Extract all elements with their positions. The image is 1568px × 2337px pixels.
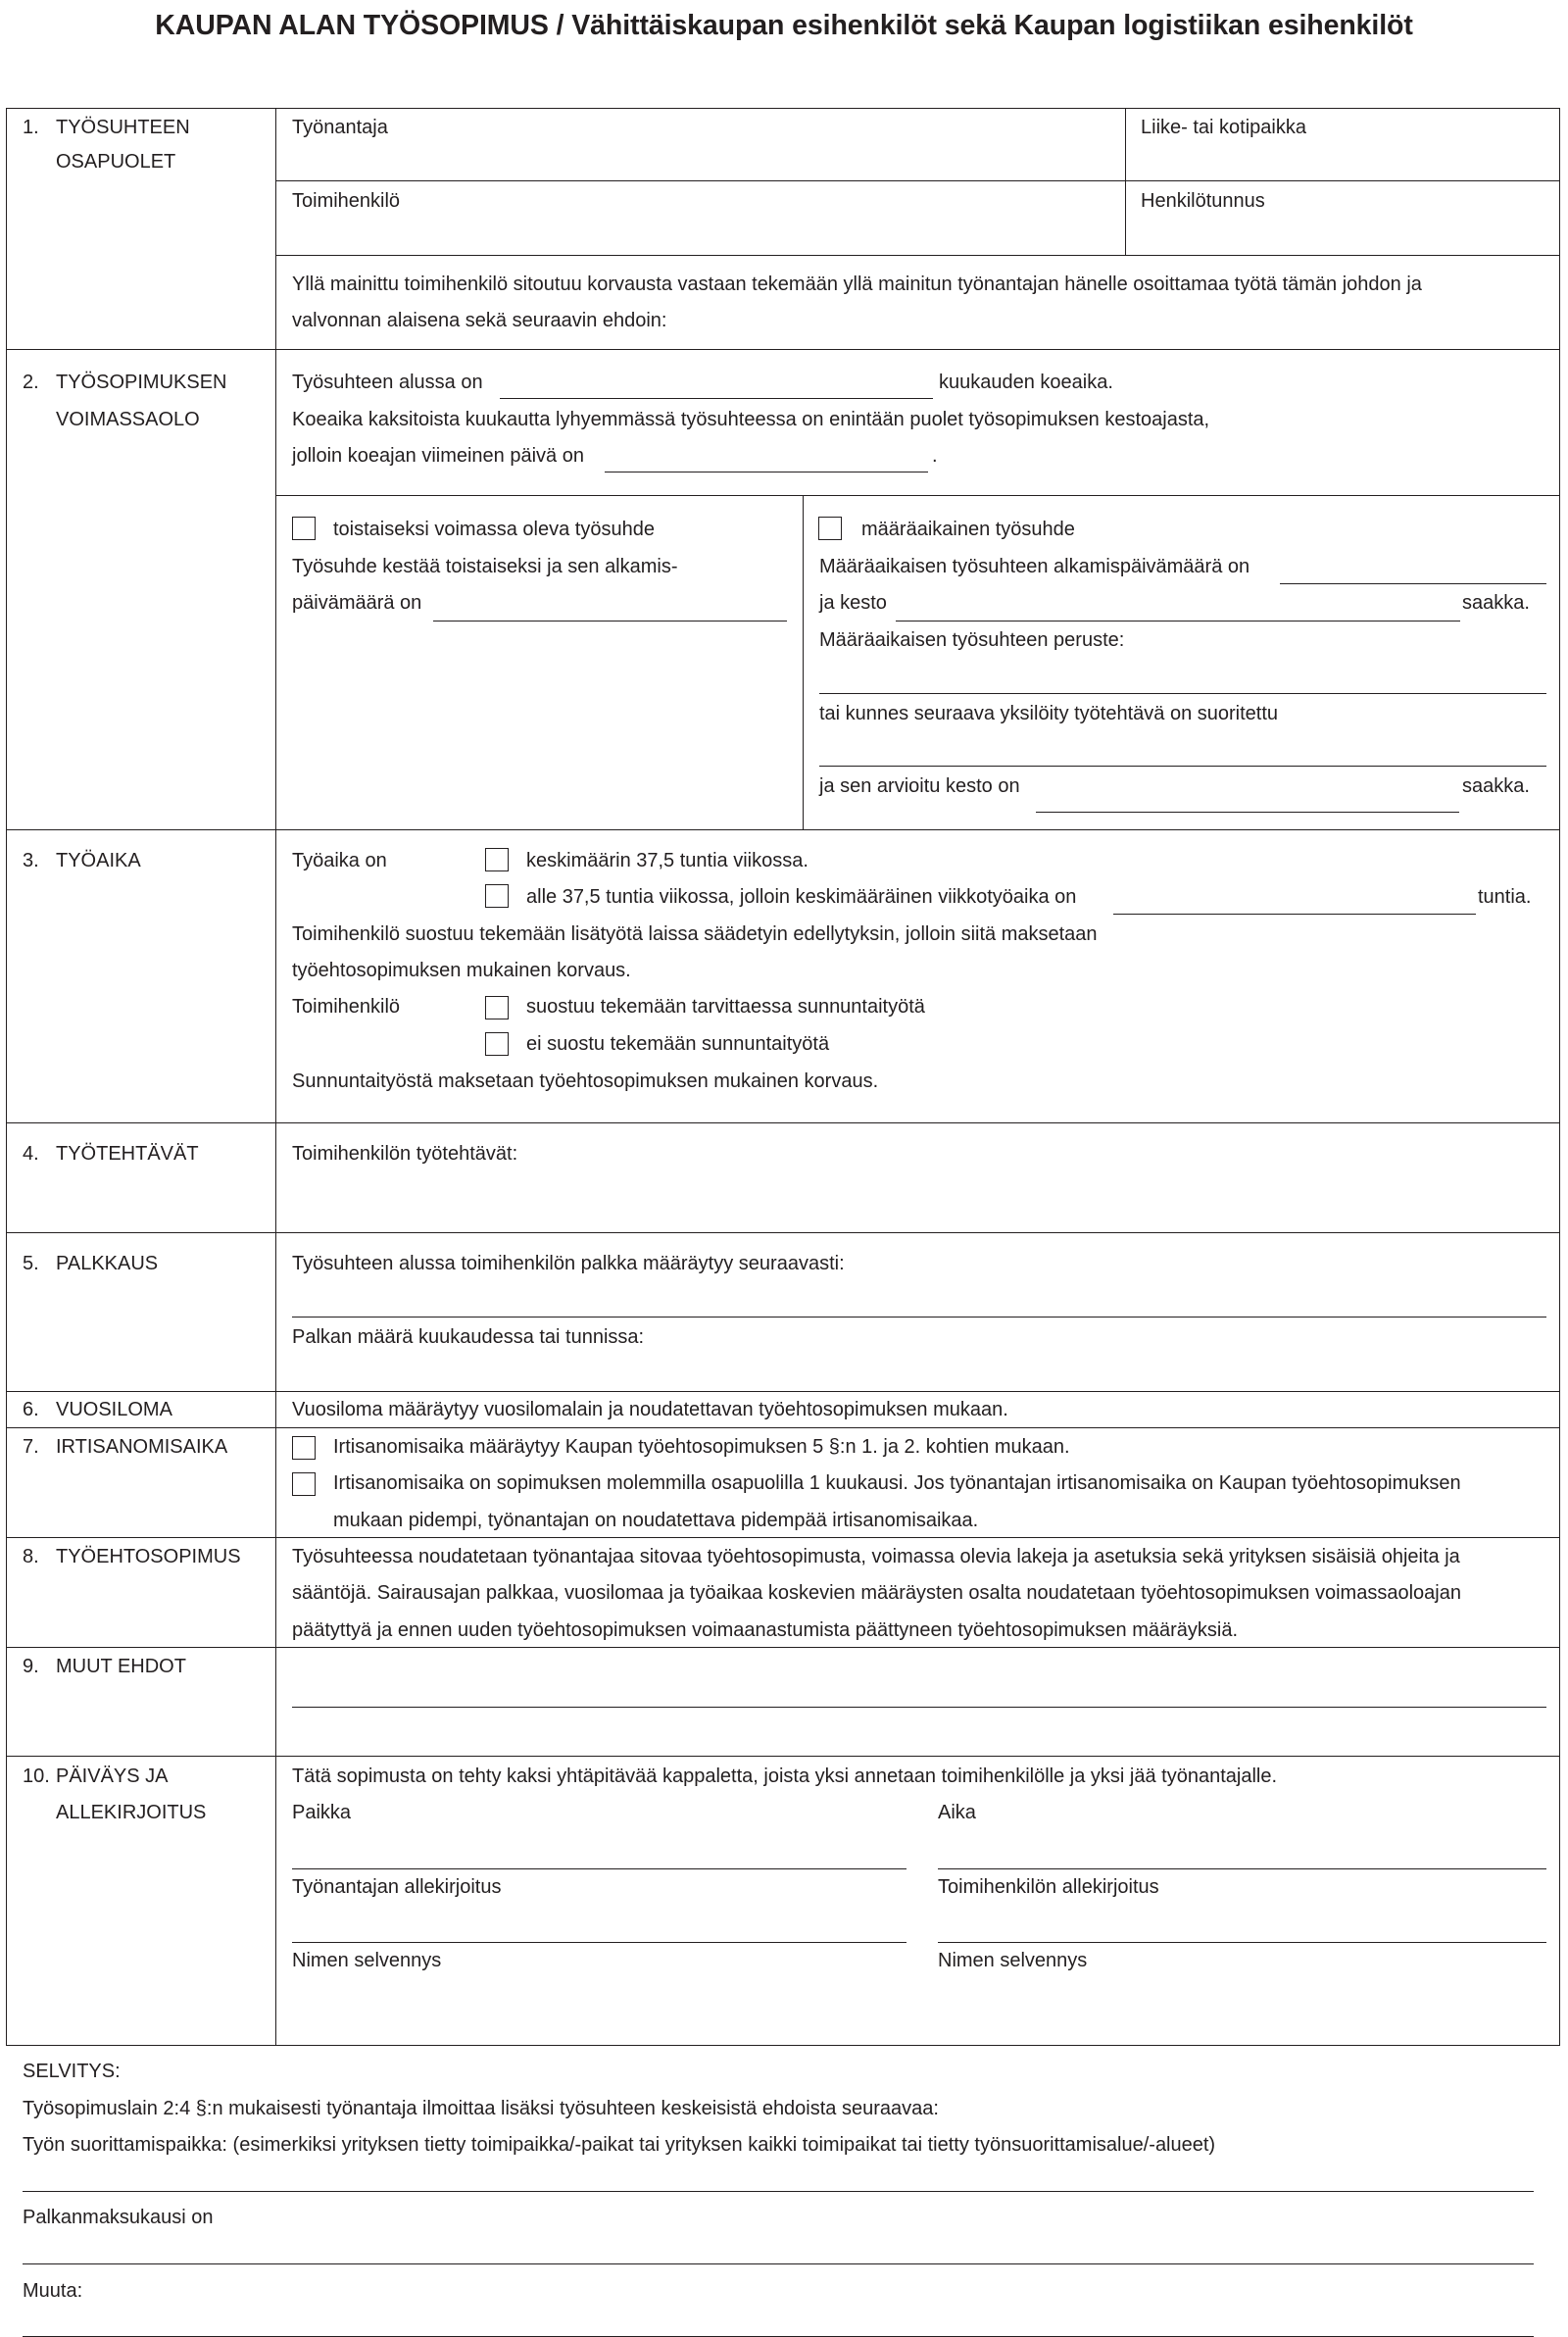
section-divider — [6, 349, 1560, 350]
footer-work-place-field[interactable] — [23, 2191, 1534, 2192]
party-row-divider — [275, 255, 1560, 256]
section-number: 6. — [23, 1399, 39, 1420]
section-heading: PALKKAUS — [56, 1253, 159, 1274]
footer-work-place-label: Työn suorittamispaikka: (esimerkiksi yrityksen tietty toimipaikka/-paikat tai yrityksen kaikki toimipaikat tai tietty työnsuorittamisalue/-alueet) — [23, 2134, 1216, 2156]
section-heading: PÄIVÄYS JA — [56, 1765, 169, 1787]
employee-signature-field[interactable] — [938, 1942, 1546, 1943]
trial-period-unit: kuukauden koeaika. — [939, 372, 1113, 393]
fixed-duration-field[interactable] — [896, 621, 1460, 622]
sunday-work-label: Toimihenkilö — [292, 996, 401, 1018]
part-time-checkbox[interactable] — [485, 884, 509, 908]
other-terms-field[interactable] — [292, 1707, 1546, 1708]
signature-intro: Tätä sopimusta on tehty kaksi yhtäpitävää kappaletta, joista yksi annetaan toimihenkilölle ja yksi jää työnantajalle. — [292, 1765, 1278, 1787]
collective-agreement-text: Työsuhteessa noudatetaan työnantajaa sitovaa työehtosopimusta, voimassa olevia lakeja ja asetuksia sekä yrityksen sisäisiä ohjeita ja — [292, 1546, 1460, 1567]
section-divider — [6, 1391, 1560, 1392]
permanent-checkbox[interactable] — [292, 517, 316, 540]
section-number: 9. — [23, 1656, 39, 1677]
time-label: Aika — [938, 1802, 976, 1823]
employee-name-label: Nimen selvennys — [938, 1950, 1088, 1971]
employee-field[interactable] — [277, 215, 1124, 253]
section-number: 1. — [23, 117, 39, 138]
section-number: 4. — [23, 1143, 39, 1165]
working-hours-label: Työaika on — [292, 850, 387, 871]
fixed-term-checkbox[interactable] — [818, 517, 842, 540]
employer-field[interactable] — [277, 141, 1124, 178]
section-divider — [6, 829, 1560, 830]
employee-signature-label: Toimihenkilön allekirjoitus — [938, 1876, 1159, 1898]
vacation-text: Vuosiloma määräytyy vuosilomalain ja noudatettavan työehtosopimuksen mukaan. — [292, 1399, 1008, 1420]
overtime-text: työehtosopimuksen mukainen korvaus. — [292, 960, 631, 981]
commitment-text: valvonnan alaisena sekä seuraavin ehdoin: — [292, 310, 667, 331]
employer-signature-field[interactable] — [292, 1942, 906, 1943]
permanent-note: Työsuhde kestää toistaiseksi ja sen alkamis- — [292, 556, 678, 577]
section-heading: IRTISANOMISAIKA — [56, 1436, 228, 1458]
ssn-field[interactable] — [1127, 215, 1558, 253]
footer-pay-period-label: Palkanmaksukausi on — [23, 2207, 214, 2228]
sunday-no-label: ei suostu tekemään sunnuntaityötä — [526, 1033, 830, 1055]
employer-signature-label: Työnantajan allekirjoitus — [292, 1876, 502, 1898]
fixed-start-label: Määräaikaisen työsuhteen alkamispäivämäärä on — [819, 556, 1250, 577]
section-number: 7. — [23, 1436, 39, 1458]
place-label: Paikka — [292, 1802, 352, 1823]
trial-period-label: Työsuhteen alussa on — [292, 372, 483, 393]
fixed-start-field[interactable] — [1280, 583, 1546, 584]
location-field[interactable] — [1127, 141, 1558, 178]
notice-period-tes-label: Irtisanomisaika määräytyy Kaupan työehtosopimuksen 5 §:n 1. ja 2. kohtien mukaan. — [333, 1436, 1070, 1458]
employment-type-column-divider — [803, 495, 804, 829]
footer-other-label: Muuta: — [23, 2280, 83, 2302]
salary-amount-field[interactable] — [277, 1351, 1558, 1389]
salary-basis-field[interactable] — [292, 1317, 1546, 1318]
trial-end-dot: . — [932, 445, 938, 467]
duties-label: Toimihenkilön työtehtävät: — [292, 1143, 518, 1165]
section-heading: OSAPUOLET — [56, 151, 176, 173]
employment-type-divider — [275, 495, 1560, 496]
section-number: 8. — [23, 1546, 39, 1567]
permanent-label: toistaiseksi voimassa oleva työsuhde — [333, 519, 655, 540]
section-number: 2. — [23, 372, 39, 393]
section-heading: ALLEKIRJOITUS — [56, 1802, 207, 1823]
salary-amount-label: Palkan määrä kuukaudessa tai tunnissa: — [292, 1326, 645, 1348]
fixed-reason-field[interactable] — [819, 693, 1546, 694]
footer-law-text: Työsopimuslain 2:4 §:n mukaisesti työnantaja ilmoittaa lisäksi työsuhteen keskeisistä ehdoista seuraavaa: — [23, 2098, 939, 2119]
trial-period-note: Koeaika kaksitoista kuukautta lyhyemmässä työsuhteessa on enintään puolet työsopimuksen kestoajasta, — [292, 409, 1210, 430]
weekly-hours-field[interactable] — [1113, 914, 1476, 915]
fixed-task-label: tai kunnes seuraava yksilöity työtehtävä on suoritettu — [819, 703, 1279, 724]
footer-heading: SELVITYS: — [23, 2061, 121, 2082]
sunday-yes-label: suostuu tekemään tarvittaessa sunnuntaityötä — [526, 996, 925, 1018]
ssn-label: Henkilötunnus — [1141, 190, 1265, 212]
section-heading: TYÖSUHTEEN — [56, 117, 190, 138]
party-row-divider — [275, 180, 1560, 181]
employer-label: Työnantaja — [292, 117, 388, 138]
time-field[interactable] — [938, 1868, 1546, 1869]
section-number: 5. — [23, 1253, 39, 1274]
party-column-divider — [1125, 108, 1126, 255]
section-divider — [6, 1647, 1560, 1648]
sunday-pay-text: Sunnuntaityöstä maksetaan työehtosopimuksen mukainen korvaus. — [292, 1070, 879, 1092]
overtime-text: Toimihenkilö suostuu tekemään lisätyötä laissa säädetyin edellytyksin, jolloin siitä maksetaan — [292, 923, 1098, 945]
trial-period-field[interactable] — [500, 398, 933, 399]
footer-pay-period-field[interactable] — [23, 2263, 1534, 2264]
employer-name-label: Nimen selvennys — [292, 1950, 442, 1971]
section-divider — [6, 1537, 1560, 1538]
permanent-start-field[interactable] — [433, 621, 787, 622]
fixed-estimate-unit: saakka. — [1462, 775, 1530, 797]
section-heading: TYÖTEHTÄVÄT — [56, 1143, 199, 1165]
collective-agreement-text: sääntöjä. Sairausajan palkkaa, vuosilomaa ja työaikaa koskevien määräysten osalta noudatetaan työehtosopimuksen voimassaoloajan — [292, 1582, 1461, 1604]
employee-label: Toimihenkilö — [292, 190, 401, 212]
fixed-reason-label: Määräaikaisen työsuhteen peruste: — [819, 629, 1125, 651]
salary-basis-label: Työsuhteen alussa toimihenkilön palkka määräytyy seuraavasti: — [292, 1253, 845, 1274]
fixed-task-field[interactable] — [819, 766, 1546, 767]
sunday-yes-checkbox[interactable] — [485, 996, 509, 1019]
fixed-estimate-label: ja sen arvioitu kesto on — [819, 775, 1020, 797]
part-time-label: alle 37,5 tuntia viikossa, jolloin keskimääräinen viikkotyöaika on — [526, 886, 1077, 908]
sunday-no-checkbox[interactable] — [485, 1032, 509, 1056]
notice-period-tes-checkbox[interactable] — [292, 1436, 316, 1460]
commitment-text: Yllä mainittu toimihenkilö sitoutuu korvausta vastaan tekemään yllä mainitun työnantajan hänelle osoittamaa työtä tämän johdon ja — [292, 273, 1422, 295]
fixed-term-label: määräaikainen työsuhde — [861, 519, 1075, 540]
trial-end-label: jolloin koeajan viimeinen päivä on — [292, 445, 584, 467]
notice-period-month-checkbox[interactable] — [292, 1472, 316, 1496]
full-time-label: keskimäärin 37,5 tuntia viikossa. — [526, 850, 808, 871]
section-divider — [6, 1756, 1560, 1757]
weekly-hours-unit: tuntia. — [1478, 886, 1532, 908]
fixed-duration-unit: saakka. — [1462, 592, 1530, 614]
section-divider — [6, 1427, 1560, 1428]
section-heading: VOIMASSAOLO — [56, 409, 200, 430]
duties-field[interactable] — [277, 1168, 1558, 1230]
section-heading: TYÖSOPIMUKSEN — [56, 372, 227, 393]
collective-agreement-text: päätyttyä ja ennen uuden työehtosopimuksen voimaanastumista päättyneen työehtosopimuksen määräyksiä. — [292, 1619, 1239, 1641]
notice-period-month-label: Irtisanomisaika on sopimuksen molemmilla osapuolilla 1 kuukausi. Jos työnantajan irtisanomisaika on Kaupan työehtosopimuksen — [333, 1472, 1461, 1494]
section-number: 3. — [23, 850, 39, 871]
full-time-checkbox[interactable] — [485, 848, 509, 871]
section-heading: VUOSILOMA — [56, 1399, 172, 1420]
section-number: 10. — [23, 1765, 50, 1787]
section-heading: MUUT EHDOT — [56, 1656, 186, 1677]
location-label: Liike- tai kotipaikka — [1141, 117, 1306, 138]
page-title: KAUPAN ALAN TYÖSOPIMUS / Vähittäiskaupan esihenkilöt sekä Kaupan logistiikan esihenkilöt — [155, 10, 1413, 41]
place-field[interactable] — [292, 1868, 906, 1869]
fixed-estimate-field[interactable] — [1036, 812, 1459, 813]
permanent-start-label: päivämäärä on — [292, 592, 422, 614]
section-heading: TYÖEHTOSOPIMUS — [56, 1546, 241, 1567]
notice-period-month-label: mukaan pidempi, työnantajan on noudatettava pidempää irtisanomisaikaa. — [333, 1510, 979, 1531]
fixed-duration-label: ja kesto — [819, 592, 887, 614]
section-divider — [6, 1122, 1560, 1123]
section-divider — [6, 1232, 1560, 1233]
section-heading: TYÖAIKA — [56, 850, 141, 871]
